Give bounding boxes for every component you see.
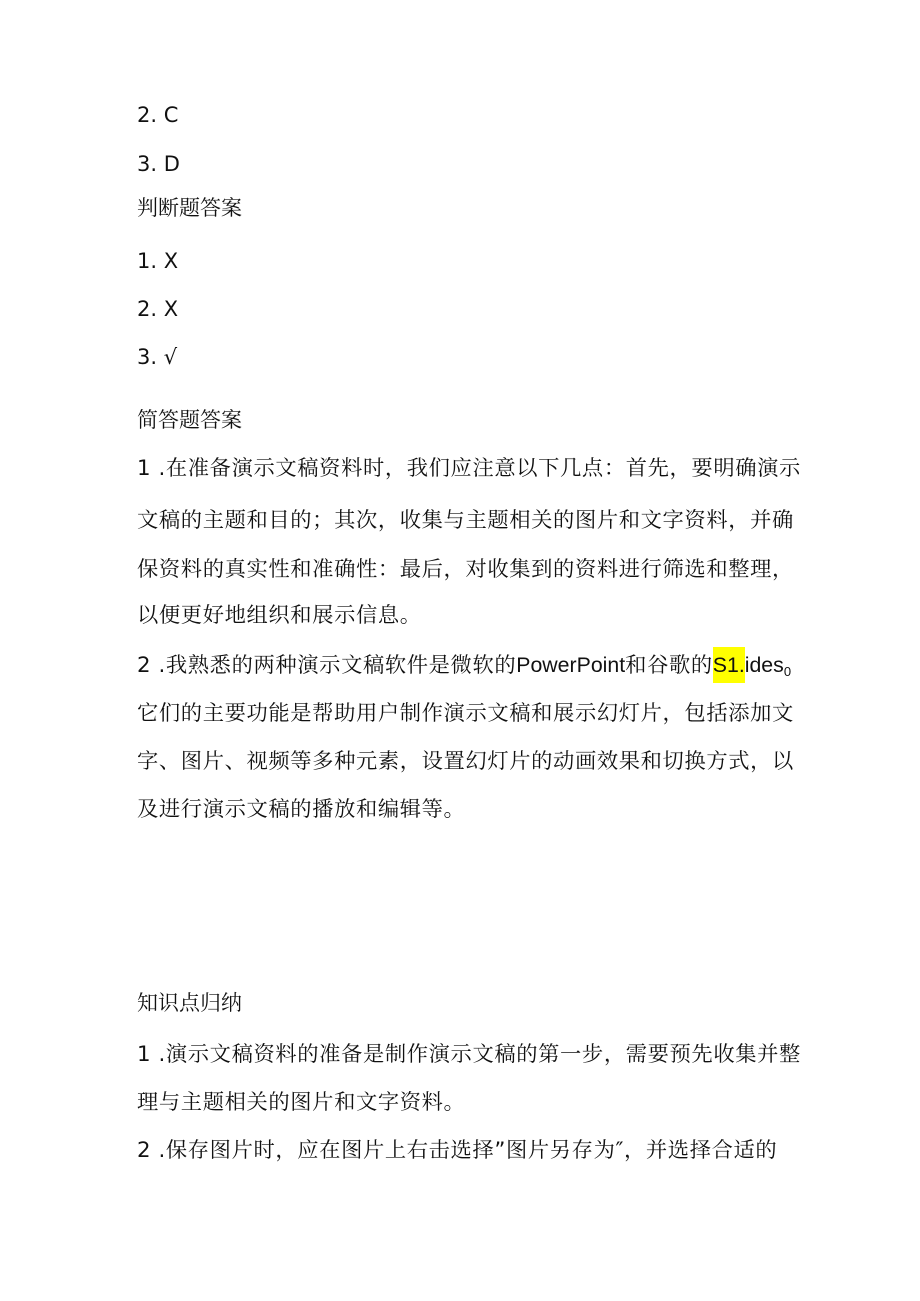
short-answer-2-mid: 和谷歌的 bbox=[625, 653, 713, 678]
short-answer-heading: 简答题答案 bbox=[137, 408, 242, 432]
short-answer-1-line-2: 文稿的主题和目的；其次，收集与主题相关的图片和文字资料，并确 bbox=[137, 508, 794, 533]
short-answer-1-line-4: 以便更好地组织和展示信息。 bbox=[137, 603, 422, 628]
short-answer-1-line-3: 保资料的真实性和准确性：最后，对收集到的资料进行筛选和整理， bbox=[137, 557, 794, 582]
choice-answer-3: 3. D bbox=[137, 152, 180, 176]
judgment-heading: 判断题答案 bbox=[137, 196, 242, 220]
highlighted-text: S1. bbox=[713, 647, 745, 683]
knowledge-point-1-line-2: 理与主题相关的图片和文字资料。 bbox=[137, 1090, 466, 1115]
short-answer-2-prefix: 2 .我熟悉的两种演示文稿软件是微软的 bbox=[137, 653, 517, 678]
powerpoint-text: PowerPoint bbox=[516, 653, 626, 677]
knowledge-point-1-line-1: 1 .演示文稿资料的准备是制作演示文稿的第一步，需要预先收集并整 bbox=[137, 1042, 801, 1067]
judgment-answer-1: 1. X bbox=[137, 249, 179, 273]
knowledge-point-2-line-1: 2 .保存图片时，应在图片上右击选择”图片另存为″，并选择合适的 bbox=[137, 1138, 778, 1163]
subscript-mark: 0 bbox=[783, 664, 792, 679]
choice-answer-2: 2. C bbox=[137, 103, 179, 127]
short-answer-2-line-2: 它们的主要功能是帮助用户制作演示文稿和展示幻灯片，包括添加文 bbox=[137, 701, 794, 726]
judgment-answer-3: 3. √ bbox=[137, 345, 178, 369]
short-answer-2-line-1 bbox=[137, 650, 791, 687]
short-answer-1-line-1: 1 .在准备演示文稿资料时，我们应注意以下几点：首先，要明确演示 bbox=[137, 456, 801, 481]
short-answer-2-line-3: 字、图片、视频等多种元素，设置幻灯片的动画效果和切换方式，以 bbox=[137, 749, 794, 774]
knowledge-heading: 知识点归纳 bbox=[137, 991, 242, 1015]
short-answer-2-line-4: 及进行演示文稿的播放和编辑等。 bbox=[137, 797, 466, 822]
judgment-answer-2: 2. X bbox=[137, 297, 179, 321]
slides-tail-text: ides bbox=[744, 653, 784, 677]
